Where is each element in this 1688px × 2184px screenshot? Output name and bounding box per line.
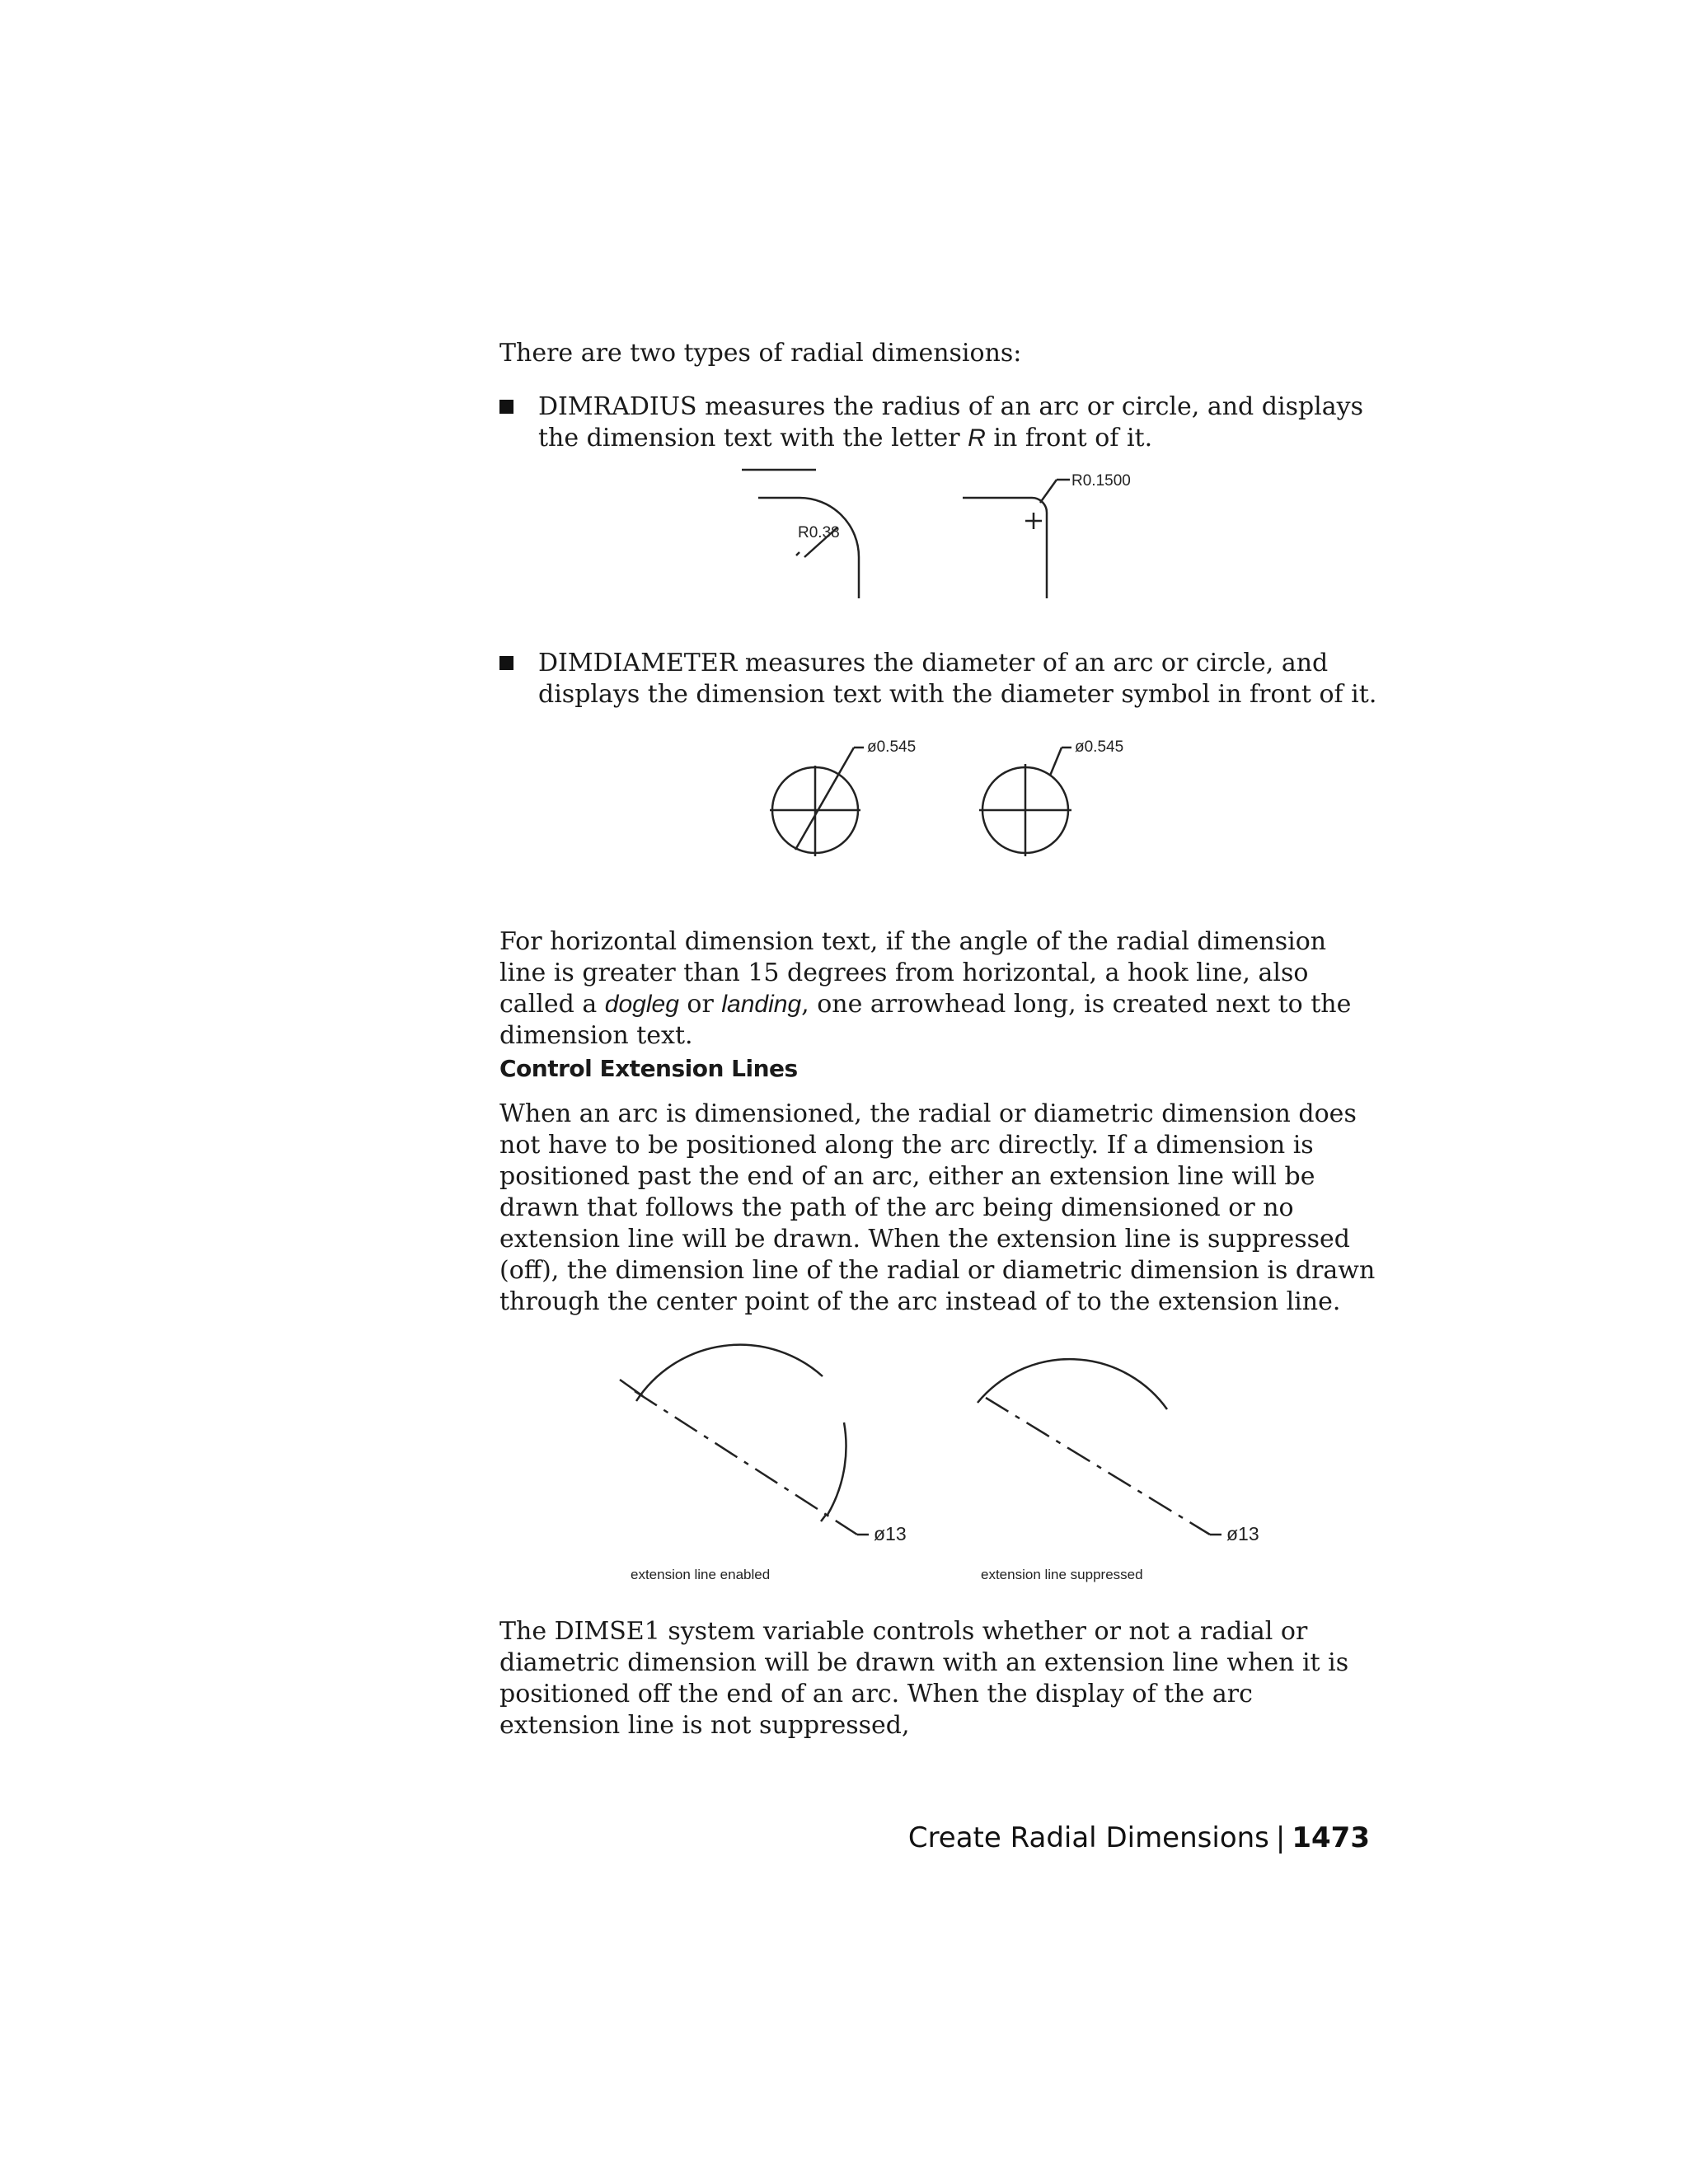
extension-right-dimline bbox=[986, 1398, 1210, 1535]
bullet-dimradius bbox=[499, 391, 1377, 454]
para-dogleg-c: , one arrowhead long, is created next to the dimension text. bbox=[499, 990, 1352, 1050]
diameter-right-leader bbox=[1050, 748, 1062, 776]
para-dogleg-a: For horizontal dimension text, if the angle of the radial dimension line is greater than 15 degrees from horizontal, a hook line, also called a bbox=[499, 927, 1327, 1019]
page-footer bbox=[908, 1821, 1370, 1854]
radius-left-label: R0.38 bbox=[798, 524, 840, 541]
para-dogleg-em1: dogleg bbox=[604, 991, 679, 1018]
page-number: 1473 bbox=[1292, 1821, 1370, 1854]
extension-right-value: ø13 bbox=[1226, 1523, 1259, 1544]
bullet-dimdiameter-text: DIMDIAMETER measures the diameter of an arc or circle, and displays the dimension text with the diameter symbol in front of it. bbox=[538, 649, 1377, 709]
bullet-dimradius-text bbox=[538, 391, 1377, 454]
bullet-dimdiameter bbox=[499, 648, 1377, 710]
bullet-square-icon bbox=[499, 400, 513, 414]
para-dogleg-em2: landing bbox=[721, 991, 802, 1018]
extension-left-dimline bbox=[635, 1391, 857, 1535]
extension-left-value: ø13 bbox=[874, 1523, 907, 1544]
para-dogleg bbox=[499, 926, 1377, 1052]
para-extension: When an arc is dimensioned, the radial or diametric dimension does not have to be positioned along the arc directly. If a dimension is positioned past the end of an arc, either an extension line will be drawn that follows the path of the arc being dimensioned or no extension line will be drawn. When the extension line is suppressed (off), the dimension line of the radial or diametric dimension is drawn through the center point of the arc instead of to the extension line. bbox=[499, 1099, 1376, 1316]
extension-left-caption: extension line enabled bbox=[631, 1567, 771, 1582]
radius-right-label: R0.1500 bbox=[1071, 472, 1131, 490]
section-heading: Control Extension Lines bbox=[499, 1055, 798, 1082]
radius-figure bbox=[742, 470, 1187, 610]
extension-right-caption: extension line suppressed bbox=[981, 1567, 1143, 1582]
diameter-left-leader bbox=[795, 748, 854, 850]
extension-left-arc-ext bbox=[828, 1422, 846, 1515]
para-dimse1: The DIMSE1 system variable controls whether or not a radial or diametric dimension will be drawn with an extension line when it is positioned off the end of an arc. When the display of the arc extension line is not suppressed, bbox=[499, 1617, 1349, 1740]
footer-separator: | bbox=[1275, 1821, 1286, 1854]
bullet-square-icon bbox=[499, 656, 513, 670]
extension-figure bbox=[610, 1327, 1259, 1591]
bullet-dimradius-tail: in front of it. bbox=[985, 424, 1153, 452]
intro-text: There are two types of radial dimensions: bbox=[499, 339, 1022, 368]
bullet-dimradius-lead: DIMRADIUS measures the radius of an arc or circle, and displays the dimension text with the letter bbox=[538, 392, 1364, 452]
diameter-right-label: ø0.545 bbox=[1075, 738, 1124, 756]
diameter-left-label: ø0.545 bbox=[867, 738, 917, 756]
radius-right-leader bbox=[1040, 480, 1057, 503]
extension-left-arc bbox=[636, 1345, 823, 1401]
bullet-dimradius-em: R bbox=[968, 424, 986, 452]
extension-right-arc bbox=[978, 1359, 1167, 1409]
diameter-figure bbox=[758, 729, 1170, 861]
para-dogleg-b: or bbox=[678, 990, 722, 1019]
footer-section: Create Radial Dimensions bbox=[907, 1821, 1269, 1854]
radius-left-corner bbox=[758, 498, 859, 598]
